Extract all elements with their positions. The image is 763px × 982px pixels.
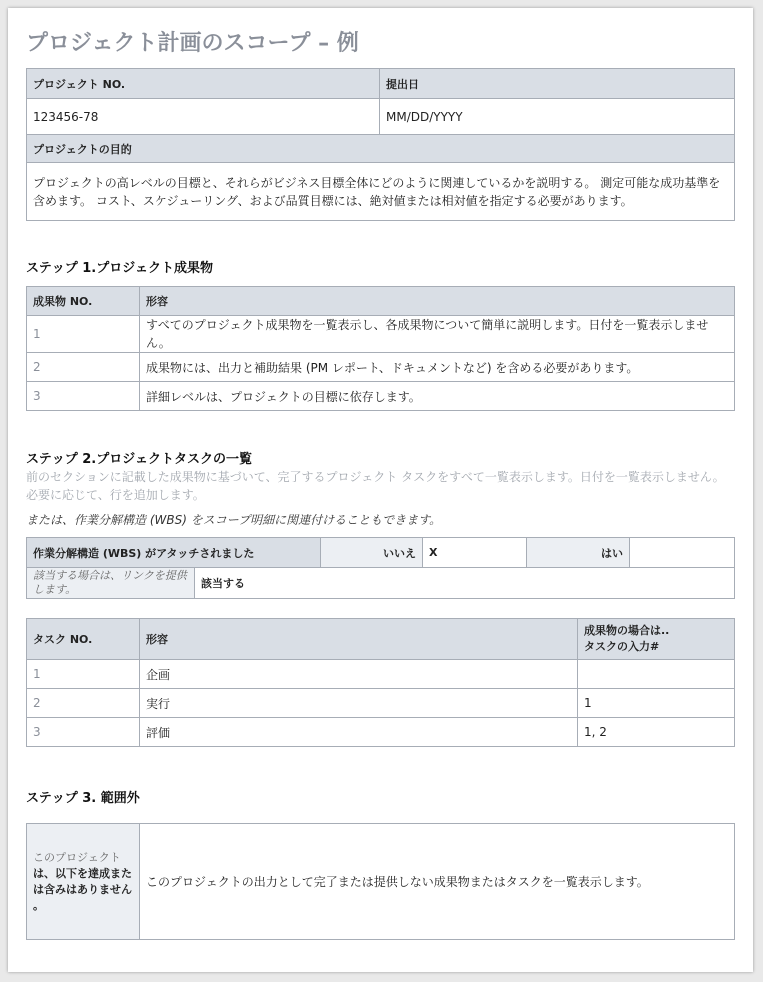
project-no-value[interactable]: 123456-78 (27, 99, 380, 135)
step2-note: 前のセクションに記載した成果物に基づいて、完了するプロジェクト タスクをすべて一覧表示します。日付を一覧表示しません。必要に応じて、行を追加します。 (26, 470, 725, 502)
project-no-label: プロジェクト NO. (27, 69, 380, 99)
step3-heading: ステップ 3. 範囲外 (26, 791, 140, 806)
deliverable-no[interactable]: 1 (27, 316, 140, 353)
deliverable-desc-header: 形容 (140, 287, 735, 316)
submit-date-label: 提出日 (380, 69, 735, 99)
wbs-attached-label: 作業分解構造 (WBS) がアタッチされました (27, 538, 321, 568)
project-purpose-label: プロジェクトの目的 (27, 135, 735, 163)
table-row (27, 353, 735, 382)
deliverable-desc[interactable]: 詳細レベルは、プロジェクトの目標に依存します。 (140, 382, 735, 411)
task-deliverable-header-line1: 成果物の場合は.. (584, 624, 670, 637)
task-desc-header: 形容 (140, 619, 578, 660)
tasks-table (26, 618, 735, 747)
deliverable-no-header: 成果物 NO. (27, 287, 140, 316)
task-no[interactable]: 3 (27, 718, 140, 747)
task-deliverable[interactable]: 1 (578, 689, 735, 718)
deliverables-table (26, 286, 735, 411)
document-page (8, 8, 753, 972)
wbs-link-value[interactable]: 該当する (195, 568, 735, 599)
task-desc[interactable]: 評価 (140, 718, 578, 747)
table-row (27, 718, 735, 747)
task-deliverable-header (578, 619, 735, 660)
task-deliverable[interactable]: 1, 2 (578, 718, 735, 747)
out-of-scope-table (26, 823, 735, 940)
out-of-scope-label-line1: このプロジェクト (33, 850, 121, 864)
table-row (27, 382, 735, 411)
deliverable-no[interactable]: 2 (27, 353, 140, 382)
submit-date-value[interactable]: MM/DD/YYYY (380, 99, 735, 135)
project-info-table (26, 68, 735, 221)
wbs-no-label: いいえ (321, 538, 423, 568)
out-of-scope-label-bold: は、以下を達成または含みはありません 。 (33, 866, 132, 912)
deliverable-desc[interactable]: すべてのプロジェクト成果物を一覧表示し、各成果物について簡単に説明します。日付を一覧表示しません。 (140, 316, 735, 353)
step2-heading: ステップ 2.プロジェクトタスクの一覧 (26, 452, 252, 467)
task-deliverable-header-line2: タスクの入力# (584, 640, 660, 653)
out-of-scope-text[interactable]: このプロジェクトの出力として完了または提供しない成果物またはタスクを一覧表示します。 (140, 824, 735, 940)
wbs-no-value[interactable]: X (423, 538, 527, 568)
deliverable-no[interactable]: 3 (27, 382, 140, 411)
table-row (27, 316, 735, 353)
task-desc[interactable]: 実行 (140, 689, 578, 718)
project-purpose-text[interactable]: プロジェクトの高レベルの目標と、それらがビジネス目標全体にどのように関連しているかを説明する。 測定可能な成功基準を含めます。 コスト、スケジューリング、および品質目標には、絶対値または相対値を指定する必要があります。 (27, 163, 735, 221)
step1-heading: ステップ 1.プロジェクト成果物 (26, 261, 213, 276)
table-row (27, 689, 735, 718)
task-deliverable[interactable] (578, 660, 735, 689)
page-title: プロジェクト計画のスコープ – 例 (26, 31, 359, 56)
task-desc[interactable]: 企画 (140, 660, 578, 689)
out-of-scope-label (27, 824, 140, 940)
task-no[interactable]: 2 (27, 689, 140, 718)
table-row (27, 660, 735, 689)
task-no[interactable]: 1 (27, 660, 140, 689)
wbs-yes-value[interactable] (630, 538, 735, 568)
deliverable-desc[interactable]: 成果物には、出力と補助結果 (PM レポート、ドキュメントなど) を含める必要があります。 (140, 353, 735, 382)
step2-italic-note: または、作業分解構造 (WBS) をスコープ明細に関連付けることもできます。 (26, 513, 442, 527)
wbs-table (26, 537, 735, 599)
task-no-header: タスク NO. (27, 619, 140, 660)
wbs-link-label: 該当する場合は、リンクを提供します。 (27, 568, 195, 599)
wbs-yes-label: はい (527, 538, 630, 568)
